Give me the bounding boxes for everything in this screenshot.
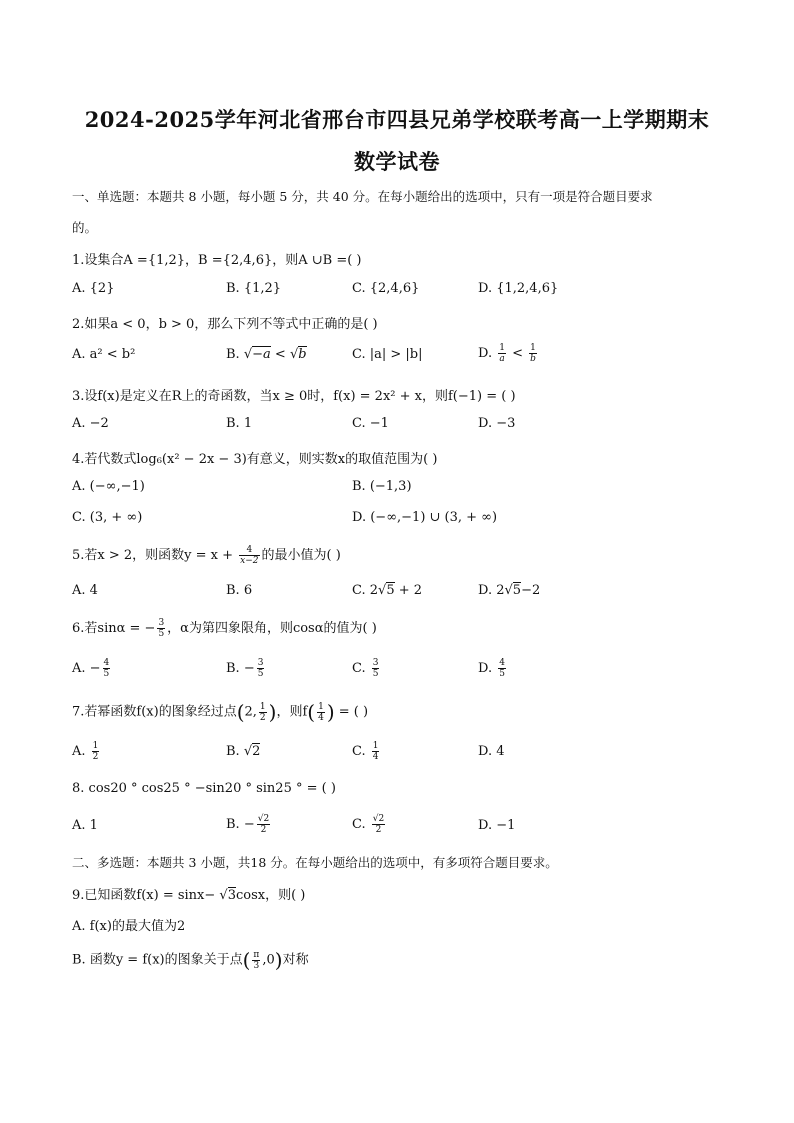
q9-option-a: A. f(x)的最大值为2 (72, 919, 186, 934)
q6-option-b: B. − $\frac{3}{5}$ (226, 658, 264, 679)
q1-option-d: D. {1,2,4,6} (478, 281, 559, 296)
q2-option-b-label: B. (226, 347, 244, 362)
q6-stem: 6.若sinα = − $\frac{3}{5}$ ，α为第四象限角，则cosα的值为( ) (72, 618, 377, 639)
q7-option-d: D. 4 (478, 744, 505, 759)
q9-option-b: B. 函数y = f(x)的图象关于点( $\frac{\pi}{3}$ ,0)对称 (72, 948, 309, 972)
q2-option-d-op: < (507, 346, 528, 361)
q2-option-d (478, 343, 539, 364)
q7-option-c: C. $\frac{1}{4}$ (352, 741, 379, 762)
q5-stem-post: 的最小值为( ) (261, 548, 341, 563)
q5-stem-pre: 5.若x > 2，则函数y = x + (72, 548, 238, 563)
section2-heading: 二、多选题：本题共 3 小题，共18 分。在每小题给出的选项中，有多项符合题目要求。 (72, 855, 558, 870)
exam-title-line2: 数学试卷 (354, 149, 440, 174)
q2-option-c: C. |a| > |b| (352, 347, 423, 362)
q1-stem: 1.设集合A ={1,2}，B ={2,4,6}，则A ∪B =( ) (72, 253, 362, 268)
q6-option-a: A. − $\frac{4}{5}$ (72, 658, 110, 679)
q2-option-b-radicand2: b (298, 347, 307, 362)
section1-heading-cont: 的。 (72, 220, 98, 235)
q5-option-b: B. 6 (226, 583, 253, 598)
exam-title-line1: 2024-2025学年河北省邢台市四县兄弟学校联考高一上学期期末 (84, 107, 710, 132)
q5-option-c: C. 2√5 + 2 (352, 583, 423, 598)
q2-option-a: A. a² < b² (72, 347, 136, 362)
q7-option-a: A. $\frac{1}{2}$ (72, 741, 99, 762)
q2-option-b: B. √−a < √b (226, 347, 307, 362)
q1-option-b: B. {1,2} (226, 281, 282, 296)
q1-option-c: C. {2,4,6} (352, 281, 420, 296)
q4-option-c: C. (3, + ∞) (72, 510, 143, 525)
q6-option-c: C. $\frac{3}{5}$ (352, 658, 379, 679)
q9-stem: 9.已知函数f(x) = sinx− √3cosx，则( ) (72, 888, 306, 903)
q6-stem-frac: $\frac{3}{5}$ (158, 618, 165, 639)
q7-option-b: B. √2 (226, 744, 261, 759)
q8-option-a: A. 1 (72, 818, 98, 833)
q2-option-b-radicand1: −a (252, 347, 271, 362)
q8-option-b: B. − $\frac{√2}{2}$ (226, 814, 270, 835)
q2-stem: 2.如果a < 0，b > 0，那么下列不等式中正确的是( ) (72, 317, 378, 332)
q5-stem-frac: $\frac{4}{x-2}$ (240, 545, 259, 566)
section1-heading: 一、单选题：本题共 8 小题，每小题 5 分，共 40 分。在每小题给出的选项中，只有一项是符合题目要求 (72, 189, 653, 204)
q3-option-a: A. −2 (72, 416, 109, 431)
q3-option-b: B. 1 (226, 416, 253, 431)
q5-option-d: D. 2√5−2 (478, 583, 541, 598)
q3-option-c: C. −1 (352, 416, 389, 431)
q6-option-d: D. $\frac{4}{5}$ (478, 658, 505, 679)
q3-stem: 3.设f(x)是定义在R上的奇函数，当x ≥ 0时，f(x) = 2x² + x，则f(−1) = ( ) (72, 389, 516, 404)
q2-option-d-label: D. (478, 346, 497, 361)
q3-option-d: D. −3 (478, 416, 516, 431)
q4-option-b: B. (−1,3) (352, 479, 412, 494)
q4-option-d: D. (−∞,−1) ∪ (3, + ∞) (352, 510, 498, 525)
q8-stem: 8. cos20 ° cos25 ° −sin20 ° sin25 ° = ( ) (72, 781, 336, 796)
q4-stem: 4.若代数式log₆(x² − 2x − 3)有意义，则实数x的取值范围为( ) (72, 452, 438, 467)
q7-stem: 7.若幂函数f(x)的图象经过点(2, $\frac{1}{2}$ )，则f( $\frac{1}{4}$ ) = ( ) (72, 700, 369, 724)
q1-option-a: A. {2} (72, 281, 115, 296)
q5-stem (72, 544, 341, 566)
q5-option-a: A. 4 (72, 583, 98, 598)
q2-option-d-frac1: $\frac{1}{a}$ (499, 343, 505, 364)
q2-option-d-frac2: $\frac{1}{b}$ (530, 343, 536, 364)
q8-option-c: C. $\frac{√2}{2}$ (352, 814, 385, 835)
q2-option-b-op: < (270, 347, 290, 362)
q4-option-a: A. (−∞,−1) (72, 479, 145, 494)
q8-option-d: D. −1 (478, 818, 516, 833)
